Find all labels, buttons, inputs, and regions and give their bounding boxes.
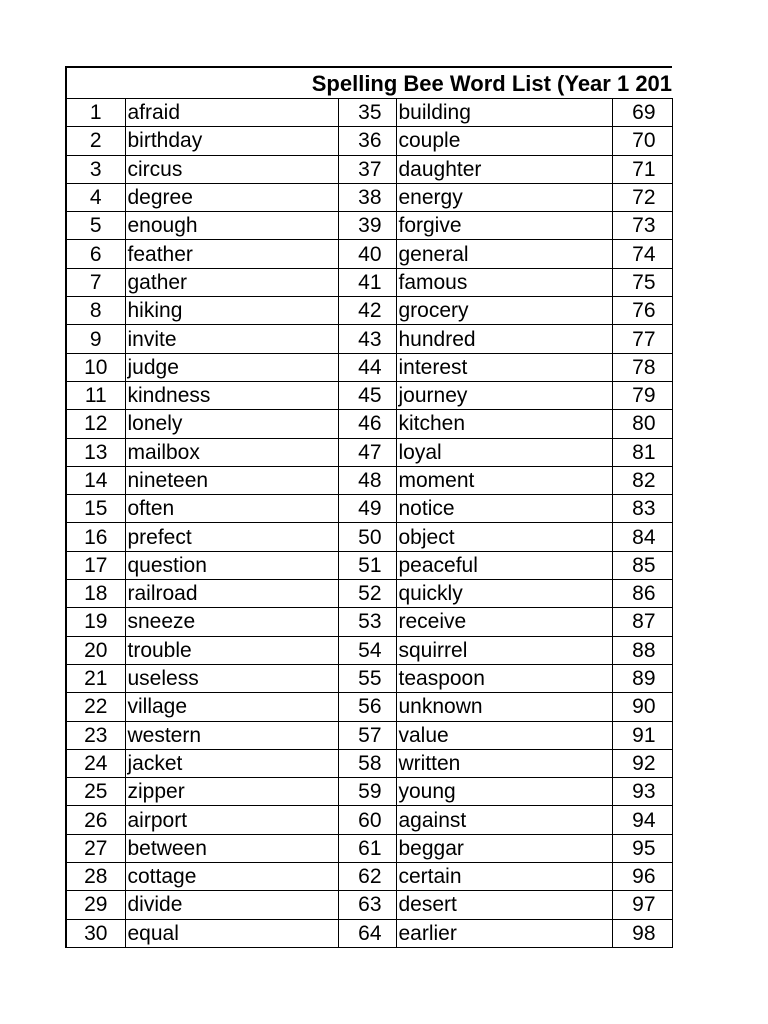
word-cell: unknown	[396, 693, 612, 721]
word-cell: invite	[125, 325, 338, 353]
number-cell: 45	[338, 381, 396, 409]
number-cell: 92	[612, 749, 672, 777]
number-cell: 56	[338, 693, 396, 721]
number-cell: 83	[612, 495, 672, 523]
number-cell: 17	[66, 551, 125, 579]
word-cell: hiking	[125, 297, 338, 325]
number-cell: 5	[66, 212, 125, 240]
word-cell: feather	[125, 240, 338, 268]
word-cell: lonely	[125, 410, 338, 438]
table-row	[66, 551, 672, 579]
number-cell: 89	[612, 664, 672, 692]
word-cell: airport	[125, 806, 338, 834]
word-cell: village	[125, 693, 338, 721]
word-cell: teaspoon	[396, 664, 612, 692]
table-row	[66, 778, 672, 806]
word-cell: beggar	[396, 834, 612, 862]
number-cell: 38	[338, 183, 396, 211]
number-cell: 88	[612, 636, 672, 664]
word-cell: general	[396, 240, 612, 268]
number-cell: 77	[612, 325, 672, 353]
word-cell: couple	[396, 127, 612, 155]
title-row	[66, 67, 672, 99]
word-cell: often	[125, 495, 338, 523]
word-cell: hundred	[396, 325, 612, 353]
word-cell: famous	[396, 268, 612, 296]
number-cell: 16	[66, 523, 125, 551]
word-cell: useless	[125, 664, 338, 692]
number-cell: 78	[612, 353, 672, 381]
number-cell: 6	[66, 240, 125, 268]
table-row	[66, 806, 672, 834]
number-cell: 54	[338, 636, 396, 664]
table-row	[66, 636, 672, 664]
word-cell: energy	[396, 183, 612, 211]
number-cell: 51	[338, 551, 396, 579]
number-cell: 62	[338, 863, 396, 891]
number-cell: 46	[338, 410, 396, 438]
word-cell: notice	[396, 495, 612, 523]
table-row	[66, 580, 672, 608]
table-row	[66, 466, 672, 494]
table-row	[66, 721, 672, 749]
word-cell: moment	[396, 466, 612, 494]
table-row	[66, 127, 672, 155]
word-cell: sneeze	[125, 608, 338, 636]
word-cell: loyal	[396, 438, 612, 466]
number-cell: 72	[612, 183, 672, 211]
word-cell: certain	[396, 863, 612, 891]
number-cell: 61	[338, 834, 396, 862]
word-cell: value	[396, 721, 612, 749]
number-cell: 24	[66, 749, 125, 777]
word-cell: journey	[396, 381, 612, 409]
word-cell: forgive	[396, 212, 612, 240]
number-cell: 1	[66, 99, 125, 127]
page-title: Spelling Bee Word List (Year 1 201	[311, 70, 673, 96]
number-cell: 97	[612, 891, 672, 919]
title-cell	[66, 67, 672, 99]
word-cell: against	[396, 806, 612, 834]
word-cell: enough	[125, 212, 338, 240]
word-cell: afraid	[125, 99, 338, 127]
number-cell: 39	[338, 212, 396, 240]
number-cell: 55	[338, 664, 396, 692]
word-cell: kitchen	[396, 410, 612, 438]
table-row	[66, 268, 672, 296]
number-cell: 96	[612, 863, 672, 891]
word-cell: interest	[396, 353, 612, 381]
word-cell: railroad	[125, 580, 338, 608]
table-row	[66, 834, 672, 862]
number-cell: 8	[66, 297, 125, 325]
word-cell: building	[396, 99, 612, 127]
word-cell: object	[396, 523, 612, 551]
number-cell: 59	[338, 778, 396, 806]
number-cell: 81	[612, 438, 672, 466]
number-cell: 27	[66, 834, 125, 862]
number-cell: 7	[66, 268, 125, 296]
number-cell: 21	[66, 664, 125, 692]
word-list-table	[65, 66, 673, 948]
table-row	[66, 212, 672, 240]
number-cell: 4	[66, 183, 125, 211]
number-cell: 64	[338, 919, 396, 947]
number-cell: 50	[338, 523, 396, 551]
word-cell: gather	[125, 268, 338, 296]
table-row	[66, 410, 672, 438]
number-cell: 9	[66, 325, 125, 353]
number-cell: 49	[338, 495, 396, 523]
number-cell: 3	[66, 155, 125, 183]
number-cell: 28	[66, 863, 125, 891]
word-cell: equal	[125, 919, 338, 947]
number-cell: 85	[612, 551, 672, 579]
number-cell: 95	[612, 834, 672, 862]
number-cell: 30	[66, 919, 125, 947]
number-cell: 2	[66, 127, 125, 155]
word-cell: question	[125, 551, 338, 579]
number-cell: 47	[338, 438, 396, 466]
number-cell: 12	[66, 410, 125, 438]
number-cell: 15	[66, 495, 125, 523]
word-cell: mailbox	[125, 438, 338, 466]
number-cell: 79	[612, 381, 672, 409]
number-cell: 71	[612, 155, 672, 183]
number-cell: 23	[66, 721, 125, 749]
word-cell: cottage	[125, 863, 338, 891]
table-row	[66, 325, 672, 353]
table-row	[66, 495, 672, 523]
word-cell: nineteen	[125, 466, 338, 494]
number-cell: 63	[338, 891, 396, 919]
number-cell: 52	[338, 580, 396, 608]
number-cell: 29	[66, 891, 125, 919]
number-cell: 25	[66, 778, 125, 806]
table-row	[66, 664, 672, 692]
table-row	[66, 919, 672, 947]
number-cell: 94	[612, 806, 672, 834]
word-cell: kindness	[125, 381, 338, 409]
table-row	[66, 183, 672, 211]
number-cell: 86	[612, 580, 672, 608]
word-cell: divide	[125, 891, 338, 919]
number-cell: 20	[66, 636, 125, 664]
number-cell: 18	[66, 580, 125, 608]
number-cell: 13	[66, 438, 125, 466]
table-row	[66, 353, 672, 381]
table-row	[66, 99, 672, 127]
table-row	[66, 863, 672, 891]
word-cell: receive	[396, 608, 612, 636]
number-cell: 43	[338, 325, 396, 353]
number-cell: 91	[612, 721, 672, 749]
table-row	[66, 155, 672, 183]
number-cell: 74	[612, 240, 672, 268]
number-cell: 26	[66, 806, 125, 834]
number-cell: 93	[612, 778, 672, 806]
table-row	[66, 297, 672, 325]
word-cell: circus	[125, 155, 338, 183]
number-cell: 53	[338, 608, 396, 636]
table-row	[66, 523, 672, 551]
number-cell: 87	[612, 608, 672, 636]
number-cell: 76	[612, 297, 672, 325]
number-cell: 57	[338, 721, 396, 749]
word-cell: birthday	[125, 127, 338, 155]
number-cell: 40	[338, 240, 396, 268]
number-cell: 22	[66, 693, 125, 721]
number-cell: 84	[612, 523, 672, 551]
number-cell: 44	[338, 353, 396, 381]
number-cell: 35	[338, 99, 396, 127]
number-cell: 36	[338, 127, 396, 155]
word-cell: written	[396, 749, 612, 777]
number-cell: 60	[338, 806, 396, 834]
word-cell: desert	[396, 891, 612, 919]
number-cell: 10	[66, 353, 125, 381]
word-cell: prefect	[125, 523, 338, 551]
word-cell: judge	[125, 353, 338, 381]
word-cell: peaceful	[396, 551, 612, 579]
word-cell: young	[396, 778, 612, 806]
number-cell: 70	[612, 127, 672, 155]
number-cell: 58	[338, 749, 396, 777]
word-cell: squirrel	[396, 636, 612, 664]
number-cell: 80	[612, 410, 672, 438]
number-cell: 11	[66, 381, 125, 409]
number-cell: 69	[612, 99, 672, 127]
table-row	[66, 608, 672, 636]
number-cell: 98	[612, 919, 672, 947]
word-cell: jacket	[125, 749, 338, 777]
number-cell: 41	[338, 268, 396, 296]
table-row	[66, 693, 672, 721]
number-cell: 90	[612, 693, 672, 721]
word-cell: degree	[125, 183, 338, 211]
number-cell: 14	[66, 466, 125, 494]
number-cell: 37	[338, 155, 396, 183]
number-cell: 73	[612, 212, 672, 240]
word-cell: quickly	[396, 580, 612, 608]
table-row	[66, 381, 672, 409]
number-cell: 42	[338, 297, 396, 325]
table-row	[66, 891, 672, 919]
word-cell: earlier	[396, 919, 612, 947]
word-cell: zipper	[125, 778, 338, 806]
word-cell: grocery	[396, 297, 612, 325]
number-cell: 48	[338, 466, 396, 494]
word-cell: daughter	[396, 155, 612, 183]
number-cell: 19	[66, 608, 125, 636]
number-cell: 75	[612, 268, 672, 296]
word-cell: between	[125, 834, 338, 862]
word-cell: trouble	[125, 636, 338, 664]
table-row	[66, 438, 672, 466]
word-cell: western	[125, 721, 338, 749]
table-row	[66, 749, 672, 777]
table-row	[66, 240, 672, 268]
number-cell: 82	[612, 466, 672, 494]
